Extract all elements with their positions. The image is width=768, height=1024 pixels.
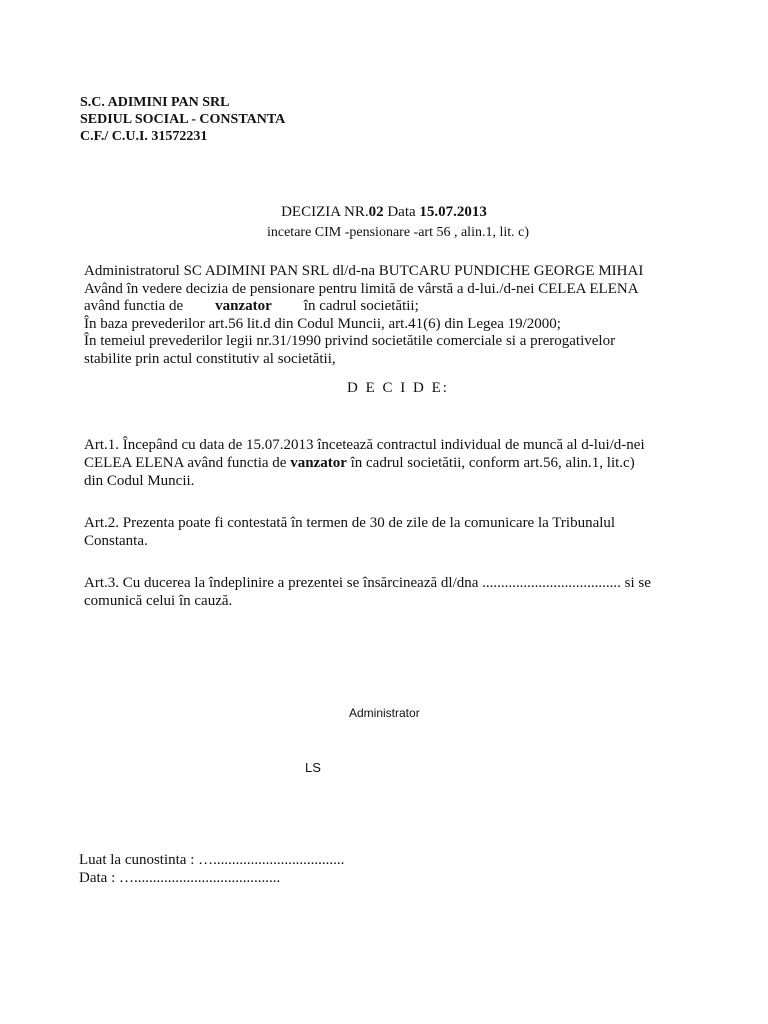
article-3 [84, 574, 724, 610]
article-2 [84, 514, 724, 550]
intro-line-5: În temeiul prevederilor legii nr.31/1990 privind societătile comerciale si a prerogativelor [84, 333, 616, 349]
intro-line-3-b: în cadrul societătii; [303, 298, 419, 314]
company-header [80, 94, 285, 145]
article-1-line-2-b: în cadrul societătii, conform art.56, alin.1, lit.c) [350, 455, 635, 471]
title-prefix: DECIZIA NR. [281, 204, 369, 220]
intro-line-1: Administratorul SC ADIMINI PAN SRL dl/d-na BUTCARU PUNDICHE GEORGE MIHAI [84, 263, 644, 279]
decision-subtitle: incetare CIM -pensionare -art 56 , alin.1, lit. c) [266, 225, 529, 240]
article-2-line-1: Art.2. Prezenta poate fi contestată în termen de 30 de zile de la comunicare la Tribunalul [84, 515, 616, 531]
title-date-label: Data [387, 204, 416, 220]
article-3-line-2: comunică celui în cauză. [84, 593, 233, 609]
decision-title [0, 203, 768, 221]
acknowledgement-footer [79, 851, 344, 887]
acknowledged-line: Luat la cunostinta : …................................... [79, 852, 345, 868]
acknowledged-date-line: Data : …....................................... [79, 870, 281, 886]
company-name: S.C. ADIMINI PAN SRL [80, 95, 230, 110]
article-1-line-3: din Codul Muncii. [84, 473, 195, 489]
article-1-line-2-a: CELEA ELENA având functia de [84, 455, 287, 471]
decide-heading: D E C I D E: [347, 380, 449, 396]
decision-number: 02 [368, 204, 384, 220]
intro-line-3-a: având functia de [84, 298, 184, 314]
article-1-job-title: vanzator [290, 455, 347, 471]
article-3-line-1: Art.3. Cu ducerea la îndeplinire a prezentei se însărcinează dl/dna ..................................... si se [84, 575, 651, 591]
article-1 [84, 436, 724, 490]
intro-line-3 [84, 298, 643, 316]
intro-line-6: stabilite prin actul constitutiv al societătii, [84, 350, 336, 367]
intro-line-2: Având în vedere decizia de pensionare pentru limită de vârstă a d-lui./d-nei CELEA ELENA [84, 280, 639, 297]
signature-role: Administrator [349, 706, 420, 720]
seal-placeholder: LS [305, 760, 321, 775]
intro-paragraph [84, 263, 643, 368]
intro-job-title: vanzator [215, 298, 272, 314]
article-1-line-2 [84, 454, 724, 472]
intro-line-4: În baza prevederilor art.56 lit.d din Codul Muncii, art.41(6) din Legea 19/2000; [84, 315, 561, 332]
article-1-line-1: Art.1. Începând cu data de 15.07.2013 încetează contractul individual de muncă al d-lui/d-nei [84, 437, 645, 453]
article-2-line-2: Constanta. [84, 533, 148, 549]
decision-date: 15.07.2013 [419, 204, 487, 220]
company-cui: C.F./ C.U.I. 31572231 [80, 129, 208, 144]
company-seat: SEDIUL SOCIAL - CONSTANTA [80, 112, 286, 127]
